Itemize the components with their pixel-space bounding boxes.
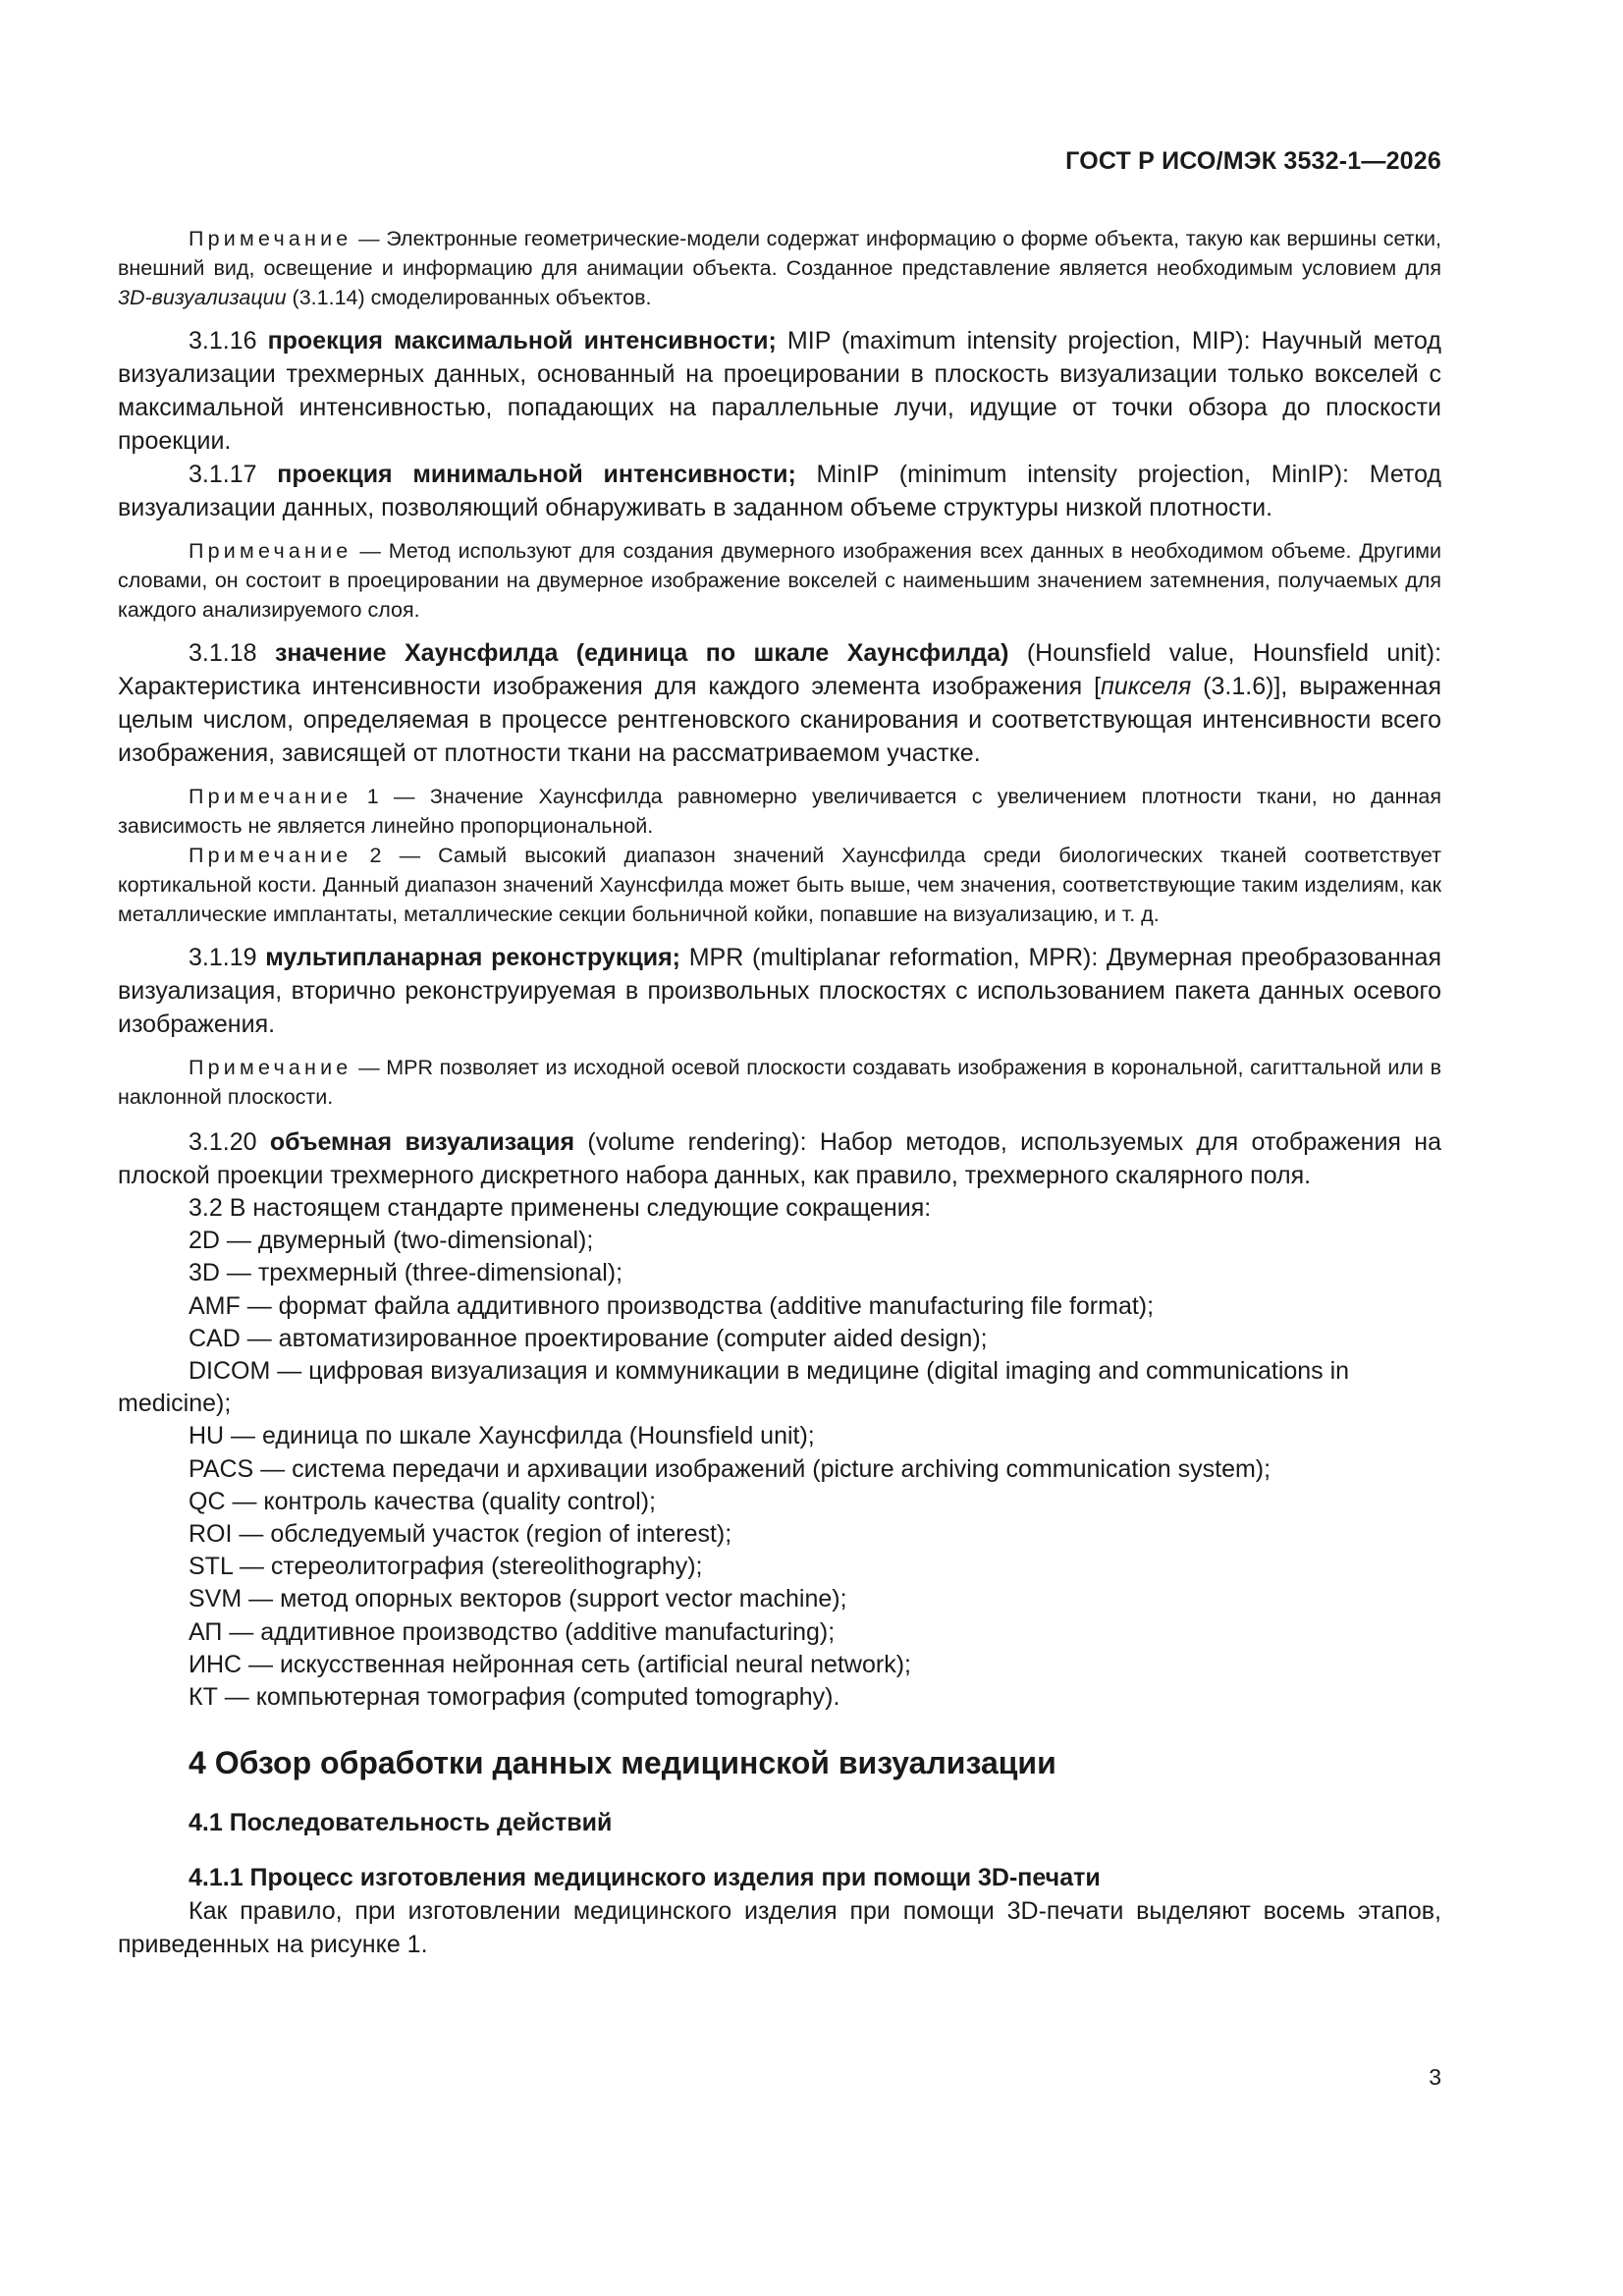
- note-label: Примечание: [189, 1056, 352, 1079]
- note-minip: Примечание — Метод используют для создания двумерного изображения всех данных в необходимом объеме. Другими словами, он состоит в проецировании на двумерное изображение вокселей с наименьшим значением затемнения, получаемых для каждого анализируемого слоя.: [118, 539, 1441, 622]
- term: мультипланарная реконструкция;: [265, 944, 680, 971]
- definition-3-1-16: 3.1.16 проекция максимальной интенсивности; MIP (maximum intensity projection, MIP): Научный метод визуализации трехмерных данных, основанный на проецировании в плоскость визуализации только вокселей с максимальной интенсивностью, попадающих на параллельные лучи, идущие от точки обзора до плоскости проекции.: [118, 327, 1441, 455]
- subsection-heading-4-1-1: 4.1.1 Процесс изготовления медицинского изделия при помощи 3D-печати: [189, 1864, 1101, 1892]
- abbreviation-item: АП — аддитивное производство (additive manufacturing);: [189, 1617, 836, 1646]
- page-content: [118, 224, 1441, 1961]
- document-header: ГОСТ Р ИСО/МЭК 3532-1—2026: [1065, 147, 1441, 175]
- abbreviation-item: КТ — компьютерная томография (computed tomography).: [189, 1683, 840, 1712]
- abbreviation-item: CAD — автоматизированное проектирование (computer aided design);: [189, 1324, 988, 1352]
- definition-3-1-17: 3.1.17 проекция минимальной интенсивности; MinIP (minimum intensity projection, MinIP): Метод визуализации данных, позволяющий обнаруживать в заданном объеме структуры низкой плотности.: [118, 461, 1442, 521]
- abbreviation-item: PACS — система передачи и архивации изображений (picture archiving communication system);: [189, 1454, 1271, 1483]
- term: проекция максимальной интенсивности;: [267, 327, 777, 355]
- abbreviation-item: ROI — обследуемый участок (region of interest);: [189, 1520, 732, 1549]
- abbreviation-item: DICOM — цифровая визуализация и коммуникации в медицине (digital imaging and communications in medicine);: [118, 1357, 1350, 1418]
- abbreviation-list: [118, 1225, 1441, 1714]
- subsection-heading-4-1: 4.1 Последовательность действий: [189, 1809, 613, 1837]
- note-mpr: Примечание — MPR позволяет из исходной осевой плоскости создавать изображения в корональной, сагиттальной или в наклонной плоскости.: [118, 1056, 1441, 1109]
- term: объемная визуализация: [269, 1128, 575, 1156]
- abbreviation-item: 2D — двумерный (two-dimensional);: [189, 1227, 594, 1255]
- note-electronic-models: Примечание — Электронные геометрические-модели содержат информацию о форме объекта, такую как вершины сетки, внешний вид, освещение и информацию для анимации объекта. Созданное представление является необходимым условием для 3D-визуализации (3.1.14) смоделированных объектов.: [118, 227, 1441, 309]
- abbreviation-item: 3D — трехмерный (three-dimensional);: [189, 1259, 623, 1287]
- abbreviation-item: ИНС — искусственная нейронная сеть (artificial neural network);: [189, 1650, 911, 1678]
- note-label: Примечание: [189, 785, 352, 808]
- definition-3-1-20: 3.1.20 объемная визуализация (volume rendering): Набор методов, используемых для отображения на плоской проекции трехмерного дискретного набора данных, как правило, трехмерного скалярного поля.: [118, 1128, 1442, 1189]
- note-hounsfield-1: Примечание 1 — Значение Хаунсфилда равномерно увеличивается с увеличением плотности ткани, но данная зависимость не является линейно пропорциональной.: [118, 785, 1441, 838]
- term: проекция минимальной интенсивности;: [277, 461, 796, 488]
- note-label: Примечание: [189, 227, 352, 250]
- abbreviation-item: SVM — метод опорных векторов (support vector machine);: [189, 1585, 847, 1613]
- section-heading-4: 4 Обзор обработки данных медицинской визуализации: [189, 1745, 1056, 1781]
- abbreviation-item: AMF — формат файла аддитивного производства (additive manufacturing file format);: [189, 1291, 1155, 1320]
- note-label: Примечание: [189, 844, 352, 867]
- note-hounsfield-2: Примечание 2 — Самый высокий диапазон значений Хаунсфилда среди биологических тканей соответствует кортикальной кости. Данный диапазон значений Хаунсфилда может быть выше, чем значения, соответствующие таким изделиям, как металлические имплантаты, металлические секции больничной койки, попавшие на визуализацию, и т. д.: [118, 844, 1441, 926]
- paragraph-4-1-1: Как правило, при изготовлении медицинского изделия при помощи 3D-печати выделяют восемь этапов, приведенных на рисунке 1.: [118, 1897, 1441, 1959]
- abbreviation-item: HU — единица по шкале Хаунсфилда (Hounsfield unit);: [189, 1422, 815, 1450]
- abbreviation-item: QC — контроль качества (quality control);: [189, 1487, 657, 1515]
- term: значение Хаунсфилда (единица по шкале Хаунсфилда): [274, 639, 1009, 667]
- abbreviations-intro: 3.2 В настоящем стандарте применены следующие сокращения:: [189, 1194, 932, 1222]
- definition-3-1-19: 3.1.19 мультипланарная реконструкция; MPR (multiplanar reformation, MPR): Двумерная преобразованная визуализация, вторично реконструируемая в произвольных плоскостях с использованием пакета данных осевого изображения.: [118, 944, 1441, 1038]
- note-label: Примечание: [189, 539, 352, 563]
- page-number: 3: [1429, 2064, 1441, 2090]
- definition-3-1-18: 3.1.18 значение Хаунсфилда (единица по шкале Хаунсфилда) (Hounsfield value, Hounsfield unit): Характеристика интенсивности изображения для каждого элемента изображения [пикселя (3.1.6)], выраженная целым числом, определяемая в процессе рентгеновского сканирования и соответствующая интенсивности всего изображения, зависящей от плотности ткани на рассматриваемом участке.: [118, 639, 1442, 767]
- abbreviation-item: STL — стереолитография (stereolithography);: [189, 1553, 703, 1581]
